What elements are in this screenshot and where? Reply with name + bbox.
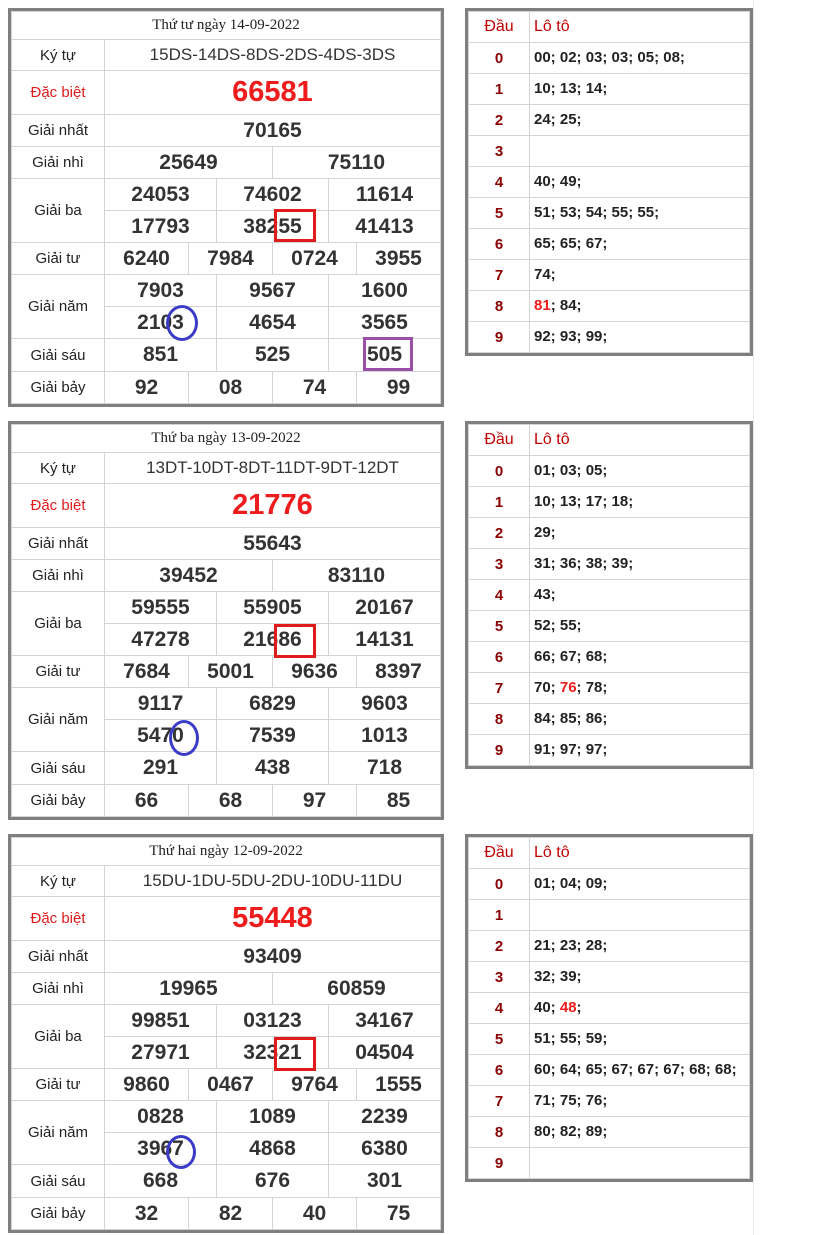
- table-row: [12, 1069, 441, 1101]
- table-row: [12, 71, 441, 115]
- header-dau: Đầu: [469, 838, 530, 869]
- seventh-prize: 75: [357, 1198, 441, 1230]
- loto-values: [530, 962, 750, 993]
- fifth-prize: 1089: [217, 1101, 329, 1133]
- table-row: [12, 1165, 441, 1198]
- loto-text: 80; 82; 89;: [534, 1123, 608, 1140]
- loto-text: 24; 25;: [534, 111, 582, 128]
- loto-head-digit: 5: [469, 1024, 530, 1055]
- sixth-prize: 718: [329, 752, 441, 785]
- loto-row: [469, 704, 750, 735]
- third-prize: 74602: [217, 179, 329, 211]
- table-row: [12, 12, 441, 40]
- third-prize: 99851: [105, 1005, 217, 1037]
- loto-row: [469, 735, 750, 766]
- loto-values: [530, 549, 750, 580]
- seventh-prize: 68: [189, 785, 273, 817]
- fourth-prize: 3955: [357, 243, 441, 275]
- third-prize: 24053: [105, 179, 217, 211]
- second-prize: 83110: [273, 560, 441, 592]
- second-prize: 39452: [105, 560, 273, 592]
- loto-values: [530, 487, 750, 518]
- loto-text: 43;: [534, 586, 556, 603]
- loto-text: 40;: [534, 999, 560, 1016]
- seventh-prize: 92: [105, 372, 189, 404]
- loto-row: [469, 167, 750, 198]
- third-prize: 59555: [105, 592, 217, 624]
- fourth-prize: 9636: [273, 656, 357, 688]
- fifth-prize: 3967: [105, 1133, 217, 1165]
- loto-text: 52; 55;: [534, 617, 582, 634]
- label-giai-bay: Giải bảy: [12, 1198, 105, 1230]
- sixth-prize: 301: [329, 1165, 441, 1198]
- loto-values: [530, 229, 750, 260]
- loto-text: 65; 65; 67;: [534, 235, 608, 252]
- ky-tu-codes: 13DT-10DT-8DT-11DT-9DT-12DT: [105, 453, 441, 484]
- table-row: [12, 179, 441, 211]
- loto-head-digit: 5: [469, 611, 530, 642]
- loto-head-digit: 2: [469, 105, 530, 136]
- loto-header: [469, 12, 750, 43]
- fifth-prize: 7903: [105, 275, 217, 307]
- loto-text: 10; 13; 17; 18;: [534, 493, 634, 510]
- loto-row: [469, 993, 750, 1024]
- loto-head-digit: 0: [469, 456, 530, 487]
- loto-text: 71; 75; 76;: [534, 1092, 608, 1109]
- header-loto: Lô tô: [530, 838, 750, 869]
- fifth-prize: 1600: [329, 275, 441, 307]
- loto-row: [469, 1055, 750, 1086]
- fourth-prize: 6240: [105, 243, 189, 275]
- loto-row: [469, 1086, 750, 1117]
- loto-text: 21; 23; 28;: [534, 937, 608, 954]
- fifth-prize: 2239: [329, 1101, 441, 1133]
- loto-values: [530, 105, 750, 136]
- seventh-prize: 82: [189, 1198, 273, 1230]
- loto-text: 32; 39;: [534, 968, 582, 985]
- loto-row: [469, 1117, 750, 1148]
- label-giai-ba: Giải ba: [12, 592, 105, 656]
- loto-header: [469, 838, 750, 869]
- label-giai-sau: Giải sáu: [12, 339, 105, 372]
- loto-row: [469, 642, 750, 673]
- loto-header: [469, 425, 750, 456]
- fourth-prize: 8397: [357, 656, 441, 688]
- loto-text: 60; 64; 65; 67; 67; 67; 68; 68;: [534, 1061, 737, 1078]
- loto-row: [469, 136, 750, 167]
- loto-row: [469, 74, 750, 105]
- table-row: [12, 1198, 441, 1230]
- loto-values: [530, 74, 750, 105]
- fifth-prize: 0828: [105, 1101, 217, 1133]
- label-giai-nam: Giải năm: [12, 1101, 105, 1165]
- table-row: [12, 688, 441, 720]
- loto-values: [530, 518, 750, 549]
- label-giai-bay: Giải bảy: [12, 372, 105, 404]
- third-prize: 41413: [329, 211, 441, 243]
- third-prize: 17793: [105, 211, 217, 243]
- second-prize: 25649: [105, 147, 273, 179]
- results-table: [8, 421, 444, 820]
- loto-head-digit: 1: [469, 74, 530, 105]
- loto-row: [469, 105, 750, 136]
- loto-text: 51; 53; 54; 55; 55;: [534, 204, 660, 221]
- loto-values: [530, 1086, 750, 1117]
- table-row: [12, 866, 441, 897]
- table-row: [12, 528, 441, 560]
- loto-table: [465, 8, 753, 356]
- loto-values: [530, 198, 750, 229]
- loto-head-digit: 6: [469, 642, 530, 673]
- loto-text: 40; 49;: [534, 173, 582, 190]
- loto-text: ; 84;: [550, 297, 582, 314]
- fourth-prize: 9860: [105, 1069, 189, 1101]
- table-row: [12, 897, 441, 941]
- draw-date: Thứ hai ngày 12-09-2022: [12, 838, 441, 866]
- seventh-prize: 66: [105, 785, 189, 817]
- loto-row: [469, 518, 750, 549]
- seventh-prize: 32: [105, 1198, 189, 1230]
- table-row: [12, 560, 441, 592]
- label-giai-tu: Giải tư: [12, 1069, 105, 1101]
- loto-table: [465, 421, 753, 769]
- special-tail-highlight: 76: [559, 679, 577, 696]
- loto-head-digit: 4: [469, 580, 530, 611]
- fifth-prize: 9117: [105, 688, 217, 720]
- loto-text: 92; 93; 99;: [534, 328, 608, 345]
- loto-head-digit: 9: [469, 322, 530, 353]
- table-row: [12, 656, 441, 688]
- table-row: [12, 1101, 441, 1133]
- header-dau: Đầu: [469, 12, 530, 43]
- fifth-prize: 2103: [105, 307, 217, 339]
- loto-text: 01; 03; 05;: [534, 462, 608, 479]
- sixth-prize: 438: [217, 752, 329, 785]
- table-row: [12, 941, 441, 973]
- ky-tu-codes: 15DS-14DS-8DS-2DS-4DS-3DS: [105, 40, 441, 71]
- fifth-prize: 9603: [329, 688, 441, 720]
- table-row: [12, 484, 441, 528]
- loto-head-digit: 1: [469, 487, 530, 518]
- fifth-prize: 6380: [329, 1133, 441, 1165]
- label-giai-nam: Giải năm: [12, 688, 105, 752]
- loto-head-digit: 7: [469, 1086, 530, 1117]
- loto-values: [530, 260, 750, 291]
- loto-row: [469, 673, 750, 704]
- draw-date: Thứ tư ngày 14-09-2022: [12, 12, 441, 40]
- loto-head-digit: 0: [469, 869, 530, 900]
- table-row: [12, 40, 441, 71]
- loto-head-digit: 9: [469, 735, 530, 766]
- loto-head-digit: 6: [469, 229, 530, 260]
- label-giai-sau: Giải sáu: [12, 752, 105, 785]
- fourth-prize: 7984: [189, 243, 273, 275]
- loto-values: [530, 993, 750, 1024]
- loto-row: [469, 869, 750, 900]
- loto-values: [530, 167, 750, 198]
- loto-values: [530, 1024, 750, 1055]
- loto-head-digit: 5: [469, 198, 530, 229]
- label-giai-bay: Giải bảy: [12, 785, 105, 817]
- loto-head-digit: 3: [469, 962, 530, 993]
- label-giai-nhat: Giải nhất: [12, 528, 105, 560]
- sixth-prize: 676: [217, 1165, 329, 1198]
- third-prize: 47278: [105, 624, 217, 656]
- label-giai-nhi: Giải nhì: [12, 973, 105, 1005]
- ky-tu-codes: 15DU-1DU-5DU-2DU-10DU-11DU: [105, 866, 441, 897]
- second-prize: 75110: [273, 147, 441, 179]
- third-prize: 14131: [329, 624, 441, 656]
- loto-row: [469, 456, 750, 487]
- loto-text: 00; 02; 03; 03; 05; 08;: [534, 49, 685, 66]
- loto-head-digit: 4: [469, 993, 530, 1024]
- loto-row: [469, 198, 750, 229]
- loto-values: [530, 291, 750, 322]
- fifth-prize: 6829: [217, 688, 329, 720]
- label-giai-sau: Giải sáu: [12, 1165, 105, 1198]
- loto-values: [530, 611, 750, 642]
- loto-table: [465, 834, 753, 1182]
- loto-values: [530, 136, 750, 167]
- loto-values: [530, 43, 750, 74]
- third-prize: 04504: [329, 1037, 441, 1069]
- first-prize: 70165: [105, 115, 441, 147]
- loto-row: [469, 291, 750, 322]
- loto-text: 01; 04; 09;: [534, 875, 608, 892]
- table-row: [12, 838, 441, 866]
- loto-text: 74;: [534, 266, 556, 283]
- loto-text: 70;: [534, 679, 560, 696]
- fifth-prize: 4868: [217, 1133, 329, 1165]
- loto-head-digit: 8: [469, 1117, 530, 1148]
- label-giai-tu: Giải tư: [12, 243, 105, 275]
- fourth-prize: 1555: [357, 1069, 441, 1101]
- loto-values: [530, 673, 750, 704]
- third-prize: 55905: [217, 592, 329, 624]
- fourth-prize: 7684: [105, 656, 189, 688]
- table-row: [12, 339, 441, 372]
- sixth-prize: 668: [105, 1165, 217, 1198]
- special-tail-highlight: 81: [534, 297, 551, 314]
- label-giai-ba: Giải ba: [12, 179, 105, 243]
- seventh-prize: 85: [357, 785, 441, 817]
- loto-row: [469, 611, 750, 642]
- loto-head-digit: 3: [469, 136, 530, 167]
- table-row: [12, 372, 441, 404]
- label-giai-nam: Giải năm: [12, 275, 105, 339]
- third-prize: 38255: [217, 211, 329, 243]
- table-row: [12, 243, 441, 275]
- loto-values: [530, 642, 750, 673]
- loto-values: [530, 1148, 750, 1179]
- table-row: [12, 1005, 441, 1037]
- fifth-prize: 9567: [217, 275, 329, 307]
- special-prize: 21776: [105, 484, 441, 528]
- loto-text: 31; 36; 38; 39;: [534, 555, 634, 572]
- sixth-prize: 525: [217, 339, 329, 372]
- second-prize: 60859: [273, 973, 441, 1005]
- label-giai-nhat: Giải nhất: [12, 941, 105, 973]
- label-giai-nhi: Giải nhì: [12, 560, 105, 592]
- table-row: [12, 973, 441, 1005]
- third-prize: 03123: [217, 1005, 329, 1037]
- loto-row: [469, 580, 750, 611]
- header-dau: Đầu: [469, 425, 530, 456]
- third-prize: 34167: [329, 1005, 441, 1037]
- results-table: [8, 834, 444, 1233]
- loto-text: 91; 97; 97;: [534, 741, 608, 758]
- loto-head-digit: 9: [469, 1148, 530, 1179]
- loto-head-digit: 2: [469, 931, 530, 962]
- loto-values: [530, 580, 750, 611]
- loto-row: [469, 322, 750, 353]
- third-prize: 32321: [217, 1037, 329, 1069]
- sixth-prize: 505: [329, 339, 441, 372]
- loto-head-digit: 8: [469, 291, 530, 322]
- special-tail-highlight: 48: [559, 999, 577, 1016]
- loto-text: 29;: [534, 524, 556, 541]
- loto-values: [530, 900, 750, 931]
- seventh-prize: 74: [273, 372, 357, 404]
- loto-text: ;: [576, 999, 582, 1016]
- third-prize: 11614: [329, 179, 441, 211]
- table-row: [12, 147, 441, 179]
- loto-values: [530, 322, 750, 353]
- fifth-prize: 4654: [217, 307, 329, 339]
- loto-row: [469, 900, 750, 931]
- loto-row: [469, 962, 750, 993]
- loto-head-digit: 8: [469, 704, 530, 735]
- loto-row: [469, 1148, 750, 1179]
- fourth-prize: 0467: [189, 1069, 273, 1101]
- loto-row: [469, 260, 750, 291]
- loto-head-digit: 7: [469, 260, 530, 291]
- loto-head-digit: 3: [469, 549, 530, 580]
- page-divider: [753, 0, 754, 1235]
- results-table: [8, 8, 444, 407]
- fifth-prize: 5470: [105, 720, 217, 752]
- sixth-prize: 851: [105, 339, 217, 372]
- loto-row: [469, 229, 750, 260]
- loto-row: [469, 487, 750, 518]
- table-row: [12, 592, 441, 624]
- loto-text: 10; 13; 14;: [534, 80, 608, 97]
- fourth-prize: 9764: [273, 1069, 357, 1101]
- loto-head-digit: 6: [469, 1055, 530, 1086]
- fifth-prize: 1013: [329, 720, 441, 752]
- third-prize: 21686: [217, 624, 329, 656]
- label-giai-ba: Giải ba: [12, 1005, 105, 1069]
- label-ky-tu: Ký tự: [12, 866, 105, 897]
- loto-values: [530, 704, 750, 735]
- loto-head-digit: 0: [469, 43, 530, 74]
- first-prize: 55643: [105, 528, 441, 560]
- seventh-prize: 97: [273, 785, 357, 817]
- special-prize: 66581: [105, 71, 441, 115]
- fourth-prize: 5001: [189, 656, 273, 688]
- label-dac-biet: Đặc biệt: [12, 484, 105, 528]
- second-prize: 19965: [105, 973, 273, 1005]
- third-prize: 27971: [105, 1037, 217, 1069]
- loto-values: [530, 735, 750, 766]
- loto-row: [469, 931, 750, 962]
- special-prize: 55448: [105, 897, 441, 941]
- table-row: [12, 752, 441, 785]
- seventh-prize: 40: [273, 1198, 357, 1230]
- loto-values: [530, 1055, 750, 1086]
- sixth-prize: 291: [105, 752, 217, 785]
- first-prize: 93409: [105, 941, 441, 973]
- loto-head-digit: 1: [469, 900, 530, 931]
- fifth-prize: 7539: [217, 720, 329, 752]
- loto-head-digit: 2: [469, 518, 530, 549]
- table-row: [12, 275, 441, 307]
- third-prize: 20167: [329, 592, 441, 624]
- loto-text: ; 78;: [576, 679, 608, 696]
- table-row: [12, 425, 441, 453]
- seventh-prize: 08: [189, 372, 273, 404]
- loto-head-digit: 4: [469, 167, 530, 198]
- draw-date: Thứ ba ngày 13-09-2022: [12, 425, 441, 453]
- loto-row: [469, 1024, 750, 1055]
- loto-values: [530, 931, 750, 962]
- label-giai-nhi: Giải nhì: [12, 147, 105, 179]
- label-giai-nhat: Giải nhất: [12, 115, 105, 147]
- loto-values: [530, 1117, 750, 1148]
- table-row: [12, 453, 441, 484]
- loto-head-digit: 7: [469, 673, 530, 704]
- label-dac-biet: Đặc biệt: [12, 897, 105, 941]
- header-loto: Lô tô: [530, 425, 750, 456]
- loto-row: [469, 43, 750, 74]
- loto-values: [530, 456, 750, 487]
- fourth-prize: 0724: [273, 243, 357, 275]
- loto-text: 51; 55; 59;: [534, 1030, 608, 1047]
- table-row: [12, 785, 441, 817]
- loto-text: 66; 67; 68;: [534, 648, 608, 665]
- table-row: [12, 115, 441, 147]
- loto-text: 84; 85; 86;: [534, 710, 608, 727]
- loto-row: [469, 549, 750, 580]
- seventh-prize: 99: [357, 372, 441, 404]
- loto-values: [530, 869, 750, 900]
- label-dac-biet: Đặc biệt: [12, 71, 105, 115]
- fifth-prize: 3565: [329, 307, 441, 339]
- label-ky-tu: Ký tự: [12, 453, 105, 484]
- label-giai-tu: Giải tư: [12, 656, 105, 688]
- label-ky-tu: Ký tự: [12, 40, 105, 71]
- header-loto: Lô tô: [530, 12, 750, 43]
